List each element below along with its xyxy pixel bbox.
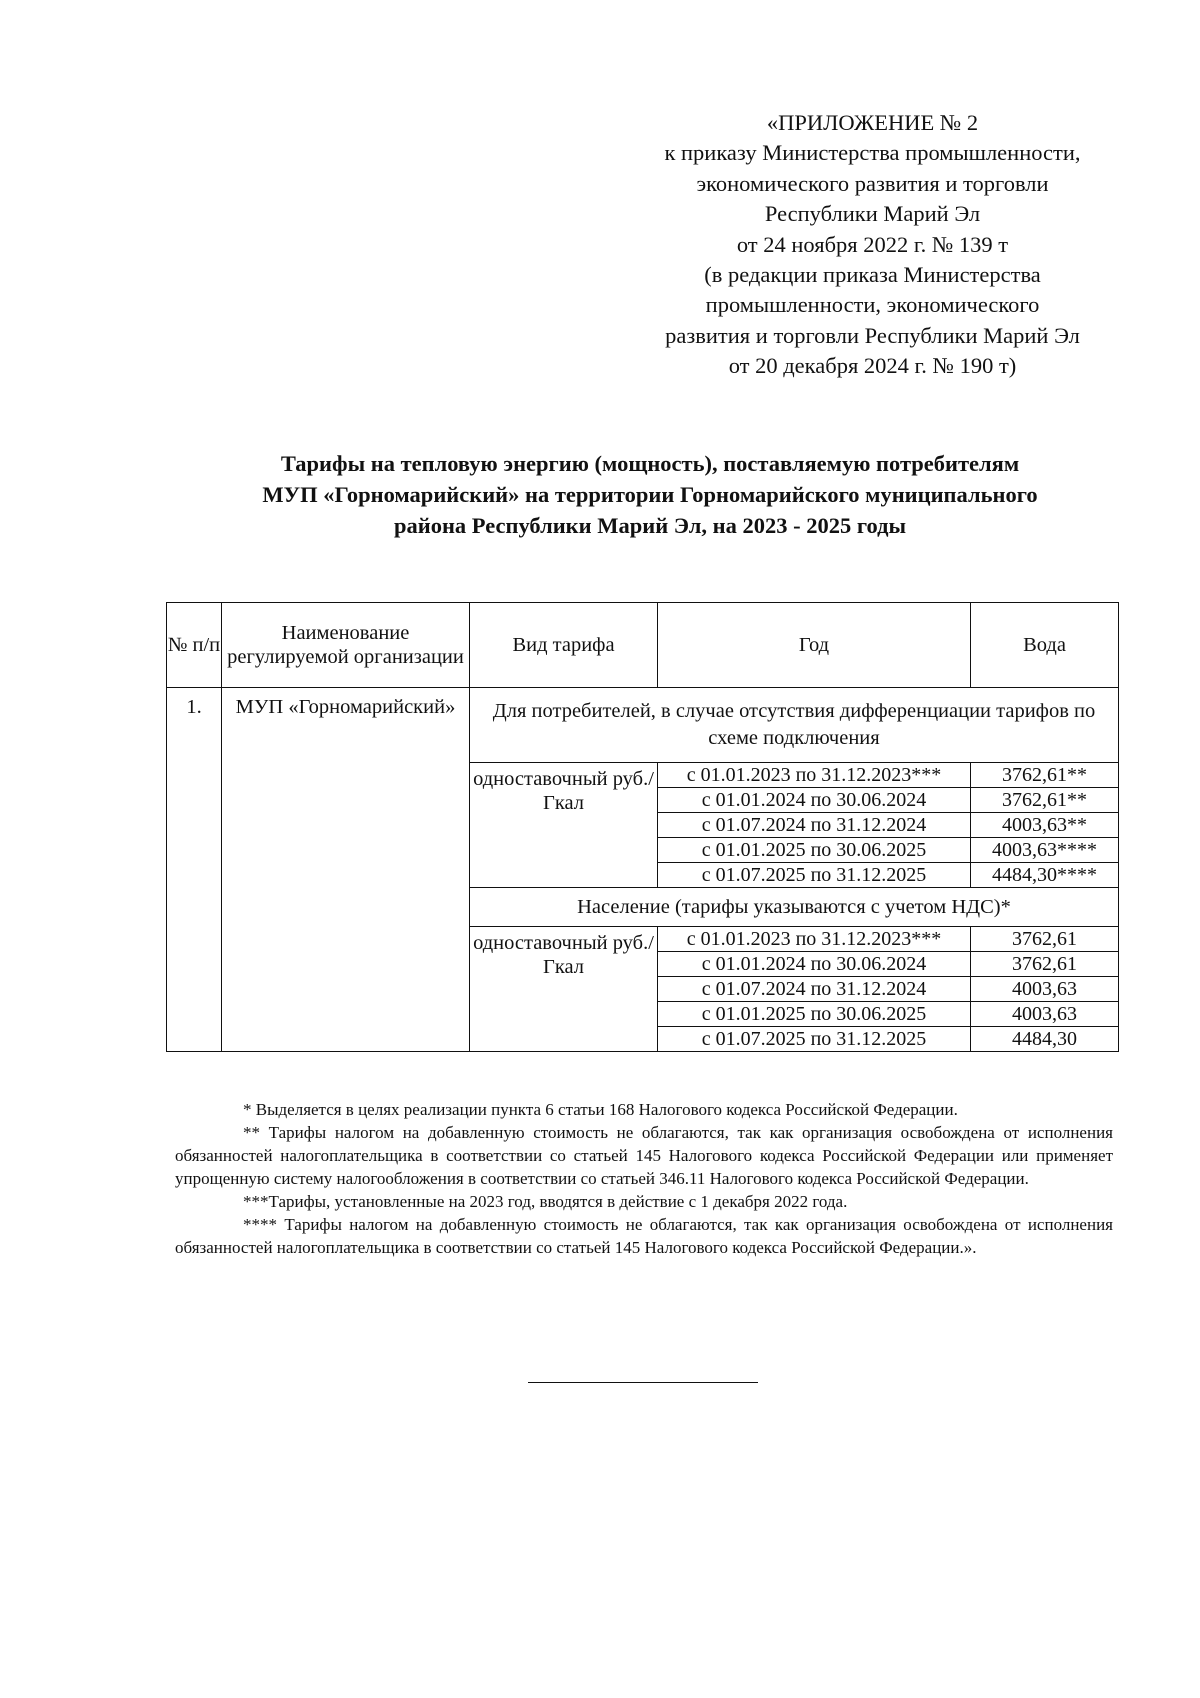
footnote: * Выделяется в целях реализации пункта 6 статьи 168 Налогового кодекса Российской Федерации. <box>243 1100 958 1119</box>
period-cell: с 01.07.2025 по 31.12.2025 <box>658 863 971 888</box>
period-cell: с 01.01.2025 по 30.06.2025 <box>658 838 971 863</box>
header-line: к приказу Министерства промышленности, <box>664 140 1081 166</box>
header-type: Вид тарифа <box>470 603 658 688</box>
header-num: № п/п <box>167 603 222 688</box>
period-cell: с 01.01.2024 по 30.06.2024 <box>658 952 971 977</box>
end-divider <box>528 1382 758 1383</box>
value-cell: 4003,63 <box>971 1002 1119 1027</box>
value-cell: 3762,61 <box>971 927 1119 952</box>
period-cell: с 01.01.2024 по 30.06.2024 <box>658 788 971 813</box>
row-number: 1. <box>167 688 222 1052</box>
header-line: развития и торговли Республики Марий Эл <box>665 322 1080 348</box>
period-cell: с 01.01.2023 по 31.12.2023*** <box>658 927 971 952</box>
organization-name: МУП «Горномарийский» <box>222 688 470 1052</box>
tariff-type: одноставочный руб./Гкал <box>470 763 658 888</box>
header-year: Год <box>658 603 971 688</box>
footnote: ** Тарифы налогом на добавленную стоимость не облагаются, так как организация освобождена от исполнения обязанностей налогоплательщика в соответствии со статьей 145 Налогового кодекса Российской Федерации или применяет упрощенную систему налогообложения в соответствии со статьей 346.11 Налогового кодекса Российской Федерации. <box>175 1123 1113 1188</box>
header-line: экономического развития и торговли <box>696 170 1049 196</box>
value-cell: 3762,61** <box>971 788 1119 813</box>
header-line: промышленности, экономического <box>705 292 1040 318</box>
value-cell: 4484,30 <box>971 1027 1119 1052</box>
period-cell: с 01.01.2023 по 31.12.2023*** <box>658 763 971 788</box>
value-cell: 3762,61** <box>971 763 1119 788</box>
tariff-table <box>166 602 1119 1052</box>
document-title <box>150 448 1150 541</box>
period-cell: с 01.07.2024 по 31.12.2024 <box>658 977 971 1002</box>
tariff-type: одноставочный руб./Гкал <box>470 927 658 1052</box>
header-org: Наименование регулируемой организации <box>222 603 470 688</box>
header-line: Республики Марий Эл <box>764 201 981 227</box>
title-line: Тарифы на тепловую энергию (мощность), поставляемую потребителям <box>280 451 1020 476</box>
section-title: Для потребителей, в случае отсутствия дифференциации тарифов по схеме подключения <box>470 688 1119 763</box>
header-line: «ПРИЛОЖЕНИЕ № 2 <box>766 110 979 135</box>
footnote: ***Тарифы, установленные на 2023 год, вводятся в действие с 1 декабря 2022 года. <box>243 1192 848 1211</box>
value-cell: 4003,63**** <box>971 838 1119 863</box>
value-cell: 4003,63 <box>971 977 1119 1002</box>
period-cell: с 01.01.2025 по 30.06.2025 <box>658 1002 971 1027</box>
header-water: Вода <box>971 603 1119 688</box>
value-cell: 3762,61 <box>971 952 1119 977</box>
section-row <box>167 688 1119 763</box>
title-line: района Республики Марий Эл, на 2023 - 2025 годы <box>393 513 907 538</box>
footnotes <box>175 1098 1113 1259</box>
period-cell: с 01.07.2024 по 31.12.2024 <box>658 813 971 838</box>
value-cell: 4003,63** <box>971 813 1119 838</box>
value-cell: 4484,30**** <box>971 863 1119 888</box>
header-line: (в редакции приказа Министерства <box>704 262 1041 288</box>
period-cell: с 01.07.2025 по 31.12.2025 <box>658 1027 971 1052</box>
section-title: Население (тарифы указываются с учетом НДС)* <box>470 888 1119 927</box>
header-line: от 24 ноября 2022 г. № 139 т <box>736 231 1009 257</box>
table-header-row <box>167 603 1119 688</box>
footnote: **** Тарифы налогом на добавленную стоимость не облагаются, так как организация освобождена от исполнения обязанностей налогоплательщика в соответствии со статьей 145 Налогового кодекса Российской Федерации.». <box>175 1215 1113 1257</box>
appendix-header <box>615 108 1130 382</box>
header-line: от 20 декабря 2024 г. № 190 т) <box>728 353 1017 379</box>
title-line: МУП «Горномарийский» на территории Горномарийского муниципального <box>262 482 1038 507</box>
